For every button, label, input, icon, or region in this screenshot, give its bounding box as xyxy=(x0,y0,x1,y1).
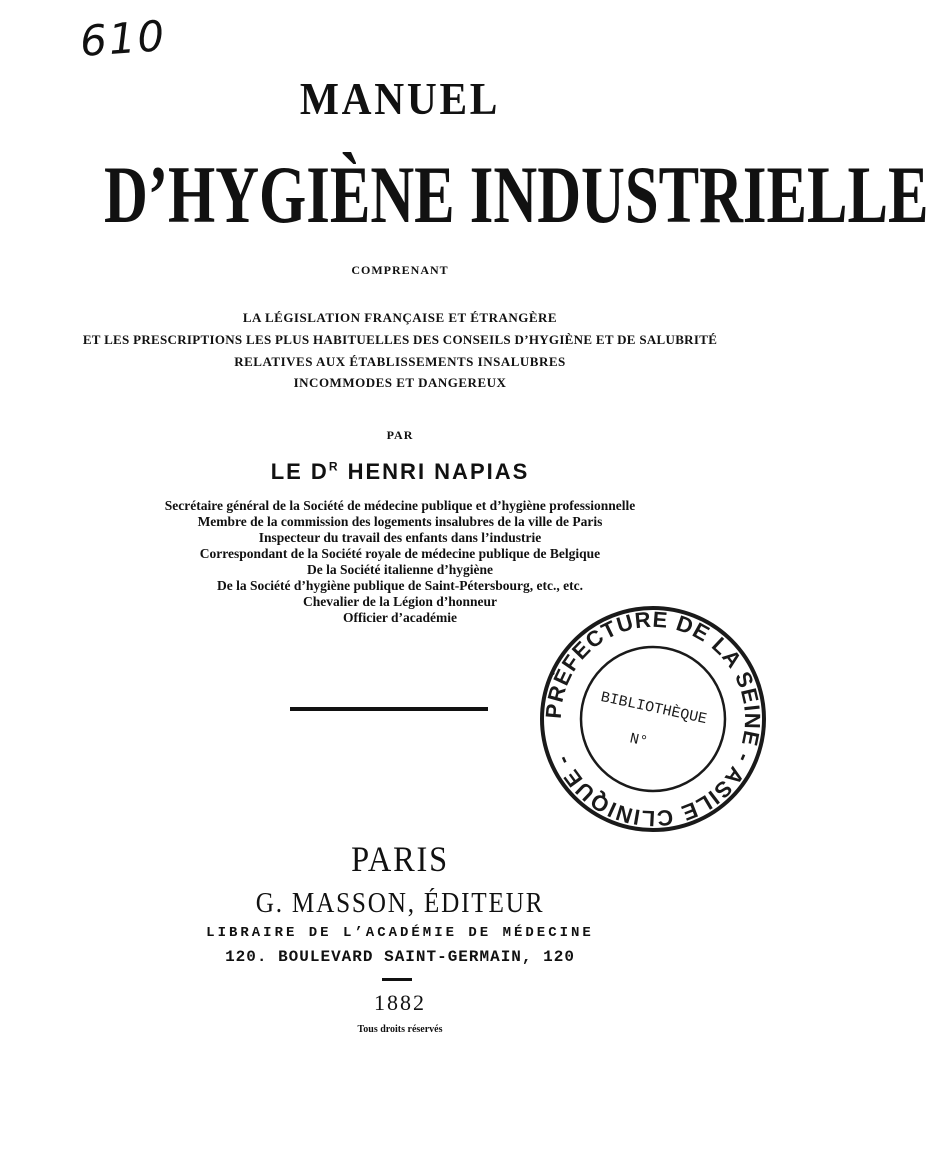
subtitle-line-2: ET LES PRESCRIPTIONS LES PLUS HABITUELLES DES CONSEILS D’HYGIÈNE ET DE SALUBRITÉ xyxy=(82,332,718,347)
imprint-publisher: G. MASSON, ÉDITEUR xyxy=(255,888,545,919)
stamp-inner-text-2: N° xyxy=(628,730,650,751)
title-line-1: MANUEL xyxy=(299,73,501,124)
subtitle-line-3: RELATIVES AUX ÉTABLISSEMENTS INSALUBRES xyxy=(234,354,566,369)
author-prefix: LE D xyxy=(270,459,329,484)
credential-line: Inspecteur du travail des enfants dans l’industrie xyxy=(258,530,542,545)
subtitle-intro: COMPRENANT xyxy=(351,263,449,277)
imprint-bookseller: LIBRAIRE DE L’ACADÉMIE DE MÉDECINE xyxy=(206,925,594,941)
credential-line: De la Société d’hygiène publique de Saint-Pétersbourg, etc., etc. xyxy=(217,578,583,593)
credential-line: Membre de la commission des logements insalubres de la ville de Paris xyxy=(197,514,603,529)
credential-line: Officier d’académie xyxy=(342,610,458,625)
library-stamp xyxy=(538,604,768,834)
subtitle-line-4: INCOMMODES ET DANGEREUX xyxy=(293,375,507,390)
author-name xyxy=(0,459,800,485)
author-full-name: HENRI NAPIAS xyxy=(347,459,530,484)
credential-line: Chevalier de la Légion d’honneur xyxy=(302,594,498,609)
author-prefix-sup: R xyxy=(328,459,340,474)
imprint-rights: Tous droits réservés xyxy=(357,1024,443,1035)
imprint-year: 1882 xyxy=(374,990,426,1015)
credential-line: Correspondant de la Société royale de médecine publique de Belgique xyxy=(199,546,601,561)
imprint-dash xyxy=(382,978,412,981)
by-label: PAR xyxy=(386,428,414,442)
handwritten-shelfmark: 610 xyxy=(78,11,168,66)
title-line-2: D’HYGIÈNE INDUSTRIELLE xyxy=(104,149,928,240)
imprint-address: 120. BOULEVARD SAINT-GERMAIN, 120 xyxy=(225,948,575,966)
stamp-inner-text-1: BIBLIOTHÈQUE xyxy=(599,689,709,729)
credential-line: Secrétaire général de la Société de médecine publique et d’hygiène professionnelle xyxy=(164,498,636,513)
credential-line: De la Société italienne d’hygiène xyxy=(307,562,493,577)
divider-rule xyxy=(290,707,488,711)
svg-text:PRÉFECTURE DE LA SEINE - ASILE xyxy=(541,607,765,832)
imprint-city: PARIS xyxy=(351,839,449,879)
subtitle-line-1: LA LÉGISLATION FRANÇAISE ET ÉTRANGÈRE xyxy=(242,310,558,325)
stamp-ring-text: PRÉFECTURE DE LA SEINE - ASILE CLINIQUE - xyxy=(540,606,766,832)
